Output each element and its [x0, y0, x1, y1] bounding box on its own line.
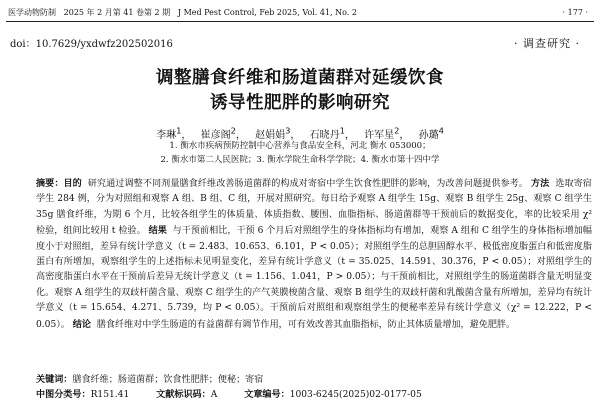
- abstract-label: 摘要：: [36, 178, 64, 189]
- author-affiliation-mark: 2: [394, 126, 400, 136]
- clc-value: R151.41: [90, 390, 130, 400]
- journal-issue-cn: 2025 年 2 月第 41 卷第 2 期: [63, 8, 171, 17]
- article-title-line-2: 诱导性肥胖的影响研究: [210, 93, 390, 113]
- author: 李琳$^1$，: [156, 126, 192, 142]
- author-name: 孙璐: [418, 130, 439, 142]
- author: 赵娟娟$^3$，: [255, 126, 301, 142]
- results-label: 结果: [148, 225, 167, 237]
- doi-label: doi：: [10, 39, 36, 50]
- journal-citation-en: J Med Pest Control, Feb 2025, Vol. 41, No. 2: [177, 8, 357, 17]
- document-code-label: 文献标识码：: [156, 389, 211, 400]
- keywords-label: 关键词：: [36, 374, 73, 385]
- article-number-value: 1003-6245(2025)02-0177-05: [289, 390, 422, 400]
- author-name: 李琳: [156, 130, 177, 142]
- author-name: 石晓丹: [309, 130, 340, 142]
- abstract-objective: 研究通过调整不同剂量膳食纤维改善肠道菌群的构成对寄宿中学生饮食性肥胖的影响，为改善问题提供参考。: [87, 179, 529, 189]
- author-affiliation-mark: 4: [438, 126, 444, 136]
- article-number-label: 文章编号：: [244, 389, 290, 400]
- abstract: [36, 176, 592, 333]
- author-list: [0, 125, 600, 142]
- methods-label: 方法: [531, 178, 550, 189]
- affiliation-line-1: 1. 衡水市疾病预防控制中心营养与食品安全科，河北 衡水 053000；: [169, 141, 431, 151]
- article-title-line-1: 调整膳食纤维和肠道菌群对延缓饮食: [156, 68, 444, 88]
- keywords-line: [36, 374, 592, 386]
- author-name: 赵娟娟: [255, 130, 286, 142]
- author-affiliation-mark: 1: [176, 126, 182, 136]
- header-left: [8, 7, 357, 18]
- classification-line: [36, 389, 592, 401]
- abstract-conclusion: 膳食纤维对中学生肠道的有益菌群有调节作用，可有效改善其血脂指标，防止其体质量增加，避免肥胖。: [96, 319, 516, 330]
- author: 崔彦阁$^2$，: [200, 126, 246, 142]
- keywords-value: 膳食纤维；肠道菌群；饮食性肥胖；便秘；寄宿: [72, 375, 264, 385]
- abstract-results: 与干预前相比，干预 6 个月后对照组学生的身体指标均有增加，观察 A 组和 C 组学生的身体指标增加幅度小于对照组，差异有统计学意义（t = 2.483、10.653、6.101，P < 0.05）；对照组学生的总胆固醇水平、极低密度脂蛋白和低密度脂蛋白有所增加，观察组学生的上述指标未见明显变化，差异有统计学意义（t = 35.025、14.591、30.376，P < 0.05）；对照组学生的高密度脂蛋白水平在干预前后差异无统计学意义（t = 1.156、1.041，P > 0.05）；与干预前相比，对照组学生的肠道菌群含量无明显变化。观察 A 组学生的双歧杆菌含量、观察 C 组学生的产气荚膜梭菌含量、观察 B 组学生的双歧杆菌和乳酸菌含量有所增加，差异均有统计学意义（t = 15.654、4.271、5.739，均 P < 0.05）。干预前后对照组和观察组学生的便秘率差异有统计学意义（χ² = 12.222，P < 0.05）。: [36, 226, 593, 330]
- clc-label: 中图分类号：: [36, 389, 91, 400]
- author-affiliation-mark: 3: [285, 126, 291, 136]
- author-name: 许军星: [364, 130, 395, 142]
- author: 许军星$^2$，: [364, 126, 410, 142]
- journal-name-cn: 医学动物防制: [8, 8, 56, 17]
- author-affiliation-mark: 2: [230, 126, 236, 136]
- header-divider: [6, 21, 594, 22]
- abstract-methods: 选取寄宿学生 284 例，分为对照组和观察 A 组、B 组、C 组，开展对照研究。每日给予观察 A 组学生 15g、观察 B 组学生 25g、观察 C 组学生 35g 膳食纤维，为期 6 个月，比较各组学生的体质量、体质指数、腰围、血脂指标、肠道菌群等干预前后的数据变化，率的比较采用 χ² 检验，组间比较用 t 检验。: [36, 179, 592, 237]
- conclusion-label: 结论: [72, 318, 91, 330]
- author: [418, 126, 444, 142]
- objective-label: 目的: [63, 178, 82, 189]
- section-tag: · 调查研究 ·: [514, 37, 580, 50]
- page-number: · 177 ·: [562, 8, 588, 17]
- doi-line: [10, 38, 173, 51]
- document-code-value: A: [210, 390, 218, 400]
- author: 石晓丹$^1$，: [309, 126, 355, 142]
- author-affiliation-mark: 1: [339, 126, 345, 136]
- doi-value[interactable]: 10.7629/yxdwfz202502016: [35, 39, 173, 50]
- affiliation-line-2: 2. 衡水市第二人民医院；3. 衡水学院生命科学学院；4. 衡水市第十四中学: [160, 155, 440, 165]
- author-name: 崔彦阁: [200, 130, 231, 142]
